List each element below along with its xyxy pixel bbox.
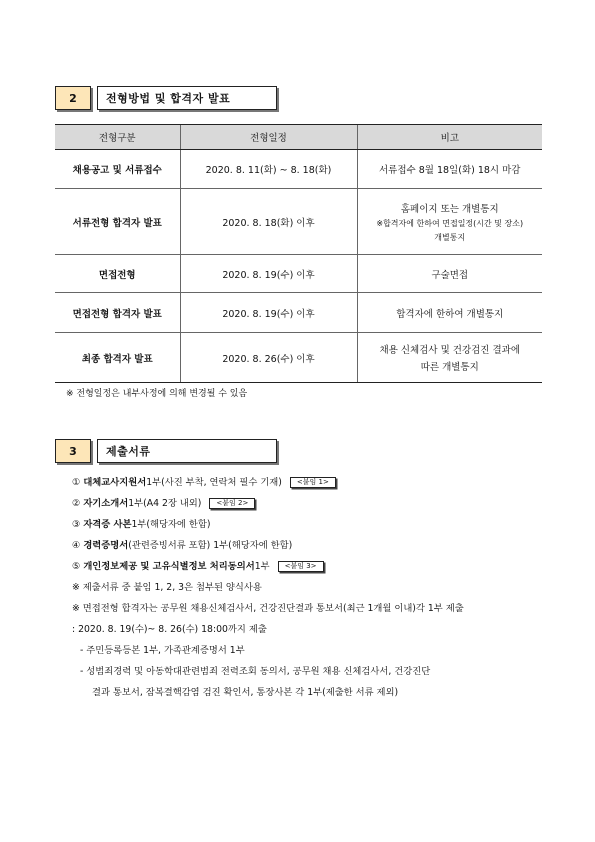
- item-name: 대체교사지원서: [83, 476, 147, 488]
- item-mark: ⑤: [72, 560, 81, 572]
- list-item: [72, 535, 464, 556]
- item-mark: ①: [72, 476, 81, 488]
- column-header: 전형일정: [180, 125, 357, 150]
- note-line: 구술면접: [431, 269, 469, 281]
- item-name: 자격증 사본: [83, 518, 132, 530]
- stage-cell: 채용공고 및 서류접수: [55, 150, 180, 189]
- table-row: [55, 255, 542, 293]
- note-line: 홈페이지 또는 개별통지: [400, 203, 499, 215]
- item-name: 경력증명서: [83, 539, 129, 551]
- date-cell: 2020. 8. 19(수) 이후: [180, 255, 357, 293]
- item-detail: 1부(사진 부착, 연락처 필수 기재): [146, 476, 282, 488]
- note-line: - 성범죄경력 및 아동학대관련범죄 전력조회 동의서, 공무원 채용 신체검사서, 건강진단: [80, 665, 431, 677]
- note-line: 개별통지: [434, 232, 466, 242]
- stage-cell: 최종 합격자 발표: [55, 333, 180, 383]
- section-title: 제출서류: [97, 439, 277, 463]
- section-number: 3: [55, 439, 91, 463]
- attachment-tag: <붙임 1>: [290, 477, 336, 488]
- section-2-header: [55, 86, 277, 110]
- list-item: [72, 514, 464, 535]
- note-cell: [357, 333, 542, 383]
- section-number: 2: [55, 86, 91, 110]
- table-row: [55, 293, 542, 333]
- stage-cell: 면접전형: [55, 255, 180, 293]
- section-3-header: [55, 439, 277, 463]
- item-mark: ②: [72, 497, 81, 509]
- date-cell: 2020. 8. 19(수) 이후: [180, 293, 357, 333]
- item-name: 자기소개서: [83, 497, 129, 509]
- attachment-tag: <붙임 2>: [209, 498, 255, 509]
- table-row: [55, 150, 542, 189]
- note-line: - 주민등록등본 1부, 가족관계증명서 1부: [80, 644, 245, 656]
- list-item: [72, 472, 464, 493]
- column-header: 비고: [357, 125, 542, 150]
- section-title: 전형방법 및 합격자 발표: [97, 86, 277, 110]
- table-row: [55, 333, 542, 383]
- stage-cell: 서류전형 합격자 발표: [55, 189, 180, 255]
- list-item: [72, 493, 464, 514]
- schedule-table: [55, 124, 542, 383]
- note-line: 합격자에 한하여 개별통지: [396, 308, 504, 320]
- note-cell: [357, 255, 542, 293]
- column-header: 전형구분: [55, 125, 180, 150]
- note-line: 채용 신체검사 및 건강검진 결과에: [379, 345, 521, 356]
- stage-cell: 면접전형 합격자 발표: [55, 293, 180, 333]
- note-cell: [357, 293, 542, 333]
- item-detail: 1부(해당자에 한함): [131, 518, 211, 530]
- item-detail: 1부(A4 2장 내외): [128, 497, 202, 509]
- attachment-tag: <붙임 3>: [278, 561, 324, 572]
- item-mark: ④: [72, 539, 81, 551]
- item-detail: 1부: [254, 560, 270, 572]
- date-cell: 2020. 8. 11(화) ~ 8. 18(화): [180, 150, 357, 189]
- note-line: ※ 제출서류 중 붙임 1, 2, 3은 첨부된 양식사용: [72, 581, 262, 593]
- date-cell: 2020. 8. 26(수) 이후: [180, 333, 357, 383]
- note-line: 서류접수 8월 18일(화) 18시 마감: [379, 165, 521, 176]
- list-item: [72, 556, 464, 577]
- note-cell: [357, 150, 542, 189]
- item-mark: ③: [72, 518, 81, 530]
- table-header-row: [55, 125, 542, 150]
- schedule-footnote: ※ 전형일정은 내부사정에 의해 변경될 수 있음: [66, 389, 248, 399]
- table-row: [55, 189, 542, 255]
- note-cell: [357, 189, 542, 255]
- note-line: ※ 면접전형 합격자는 공무원 채용신체검사서, 건강진단결과 통보서(최근 1개월 이내)각 1부 제출: [72, 602, 464, 614]
- documents-list: [72, 472, 464, 703]
- date-cell: 2020. 8. 18(화) 이후: [180, 189, 357, 255]
- note-line: : 2020. 8. 19(수)~ 8. 26(수) 18:00까지 제출: [72, 623, 267, 635]
- note-line: 따른 개별통지: [420, 362, 479, 373]
- item-name: 개인정보제공 및 고유식별정보 처리동의서: [83, 560, 255, 572]
- item-detail: (관련증빙서류 포함) 1부(해당자에 한함): [128, 539, 293, 551]
- note-line: ※합격자에 한하여 면접일정(시간 및 장소): [376, 218, 524, 228]
- note-line: 결과 통보서, 잠복결핵감염 검진 확인서, 통장사본 각 1부(제출한 서류 제외): [92, 686, 399, 698]
